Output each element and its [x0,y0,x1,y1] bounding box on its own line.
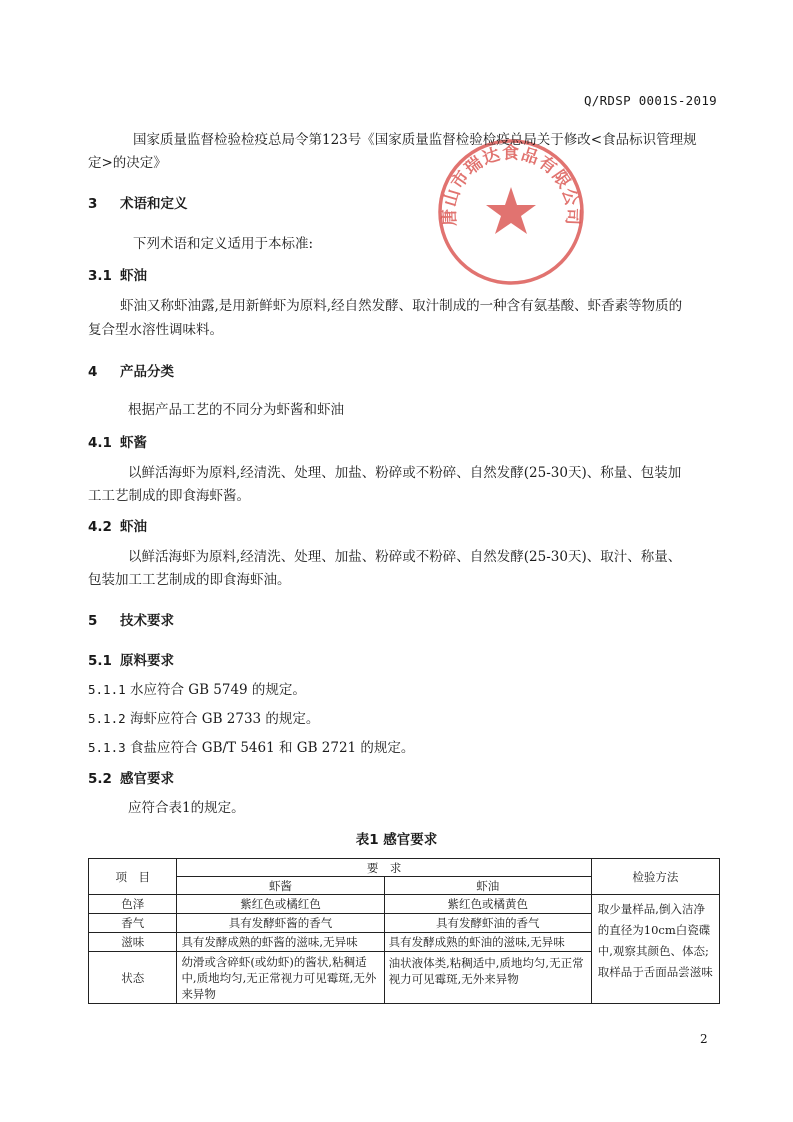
row-xiajiang: 具有发酵虾酱的香气 [177,914,384,933]
row-xiayou: 紫红色或橘黄色 [384,895,591,914]
page-number: 2 [700,1032,708,1046]
section-4-2-heading: 4.2 虾油 [88,519,147,535]
header-requirements: 要 求 [177,859,591,877]
sensory-requirements-table [88,858,720,1004]
section-5-1-1: 5.1.1 水应符合 GB 5749 的规定。 [88,682,306,698]
section-4-heading: 4 产品分类 [88,364,174,380]
svg-text:唐山市瑞达食品有限公司: 唐山市瑞达食品有限公司 [439,143,583,227]
row-item: 香气 [89,914,177,933]
row-xiayou: 具有发酵成熟的虾油的滋味,无异味 [384,933,591,952]
intro-line-1: 国家质量监督检验检疫总局令第123号《国家质量监督检验检疫总局关于修改<食品标识管理规 [133,132,697,148]
row-item: 滋味 [89,933,177,952]
row-xiajiang: 紫红色或橘红色 [177,895,384,914]
header-item: 项 目 [89,859,177,895]
section-3-intro: 下列术语和定义适用于本标准: [133,236,314,252]
section-4-intro: 根据产品工艺的不同分为虾酱和虾油 [128,402,344,418]
document-code: Q/RDSP 0001S-2019 [583,93,717,108]
row-item: 状态 [89,952,177,1004]
row-xiayou: 油状液体类,粘稠适中,质地均匀,无正常视力可见霉斑,无外来异物 [384,952,591,1004]
section-5-2-heading: 5.2 感官要求 [88,771,174,787]
header-method: 检验方法 [591,859,719,895]
section-3-1-line-1: 虾油又称虾油露,是用新鲜虾为原料,经自然发酵、取汁制成的一种含有氨基酸、虾香素等物质的 [120,298,683,314]
row-xiajiang: 幼滑或含碎虾(或幼虾)的酱状,粘稠适中,质地均匀,无正常视力可见霉斑,无外来异物 [177,952,384,1004]
company-seal [436,137,586,287]
section-5-1-heading: 5.1 原料要求 [88,653,174,669]
section-5-1-3: 5.1.3 食盐应符合 GB/T 5461 和 GB 2721 的规定。 [88,740,415,756]
section-5-heading: 5 技术要求 [88,613,174,629]
row-xiajiang: 具有发酵成熟的虾酱的滋味,无异味 [177,933,384,952]
section-3-heading: 3 术语和定义 [88,196,188,212]
header-xiayou: 虾油 [384,877,591,895]
row-xiayou: 具有发酵虾油的香气 [384,914,591,933]
section-4-1-line-2: 工工艺制成的即食海虾酱。 [88,488,250,504]
section-4-1-line-1: 以鲜活海虾为原料,经清洗、处理、加盐、粉碎或不粉碎、自然发酵(25-30天)、称量、包装加 [128,465,682,481]
header-xiajiang: 虾酱 [177,877,384,895]
inspection-method: 取少量样品,倒入洁净的直径为10cm白瓷碟中,观察其颜色、体态;取样品于舌面品尝滋味 [591,895,719,1004]
row-item: 色泽 [89,895,177,914]
section-5-2-text: 应符合表1的规定。 [128,800,245,816]
intro-line-2: 定>的决定》 [88,155,167,171]
table-title: 表1 感官要求 [355,832,438,848]
section-3-1-heading: 3.1 虾油 [88,268,147,284]
section-4-2-line-1: 以鲜活海虾为原料,经清洗、处理、加盐、粉碎或不粉碎、自然发酵(25-30天)、取汁、称量、 [128,549,682,565]
section-4-1-heading: 4.1 虾酱 [88,435,147,451]
section-5-1-2: 5.1.2 海虾应符合 GB 2733 的规定。 [88,711,320,727]
section-3-1-line-2: 复合型水溶性调味料。 [88,322,223,338]
table-row [89,895,720,914]
section-4-2-line-2: 包装加工工艺制成的即食海虾油。 [88,572,291,588]
